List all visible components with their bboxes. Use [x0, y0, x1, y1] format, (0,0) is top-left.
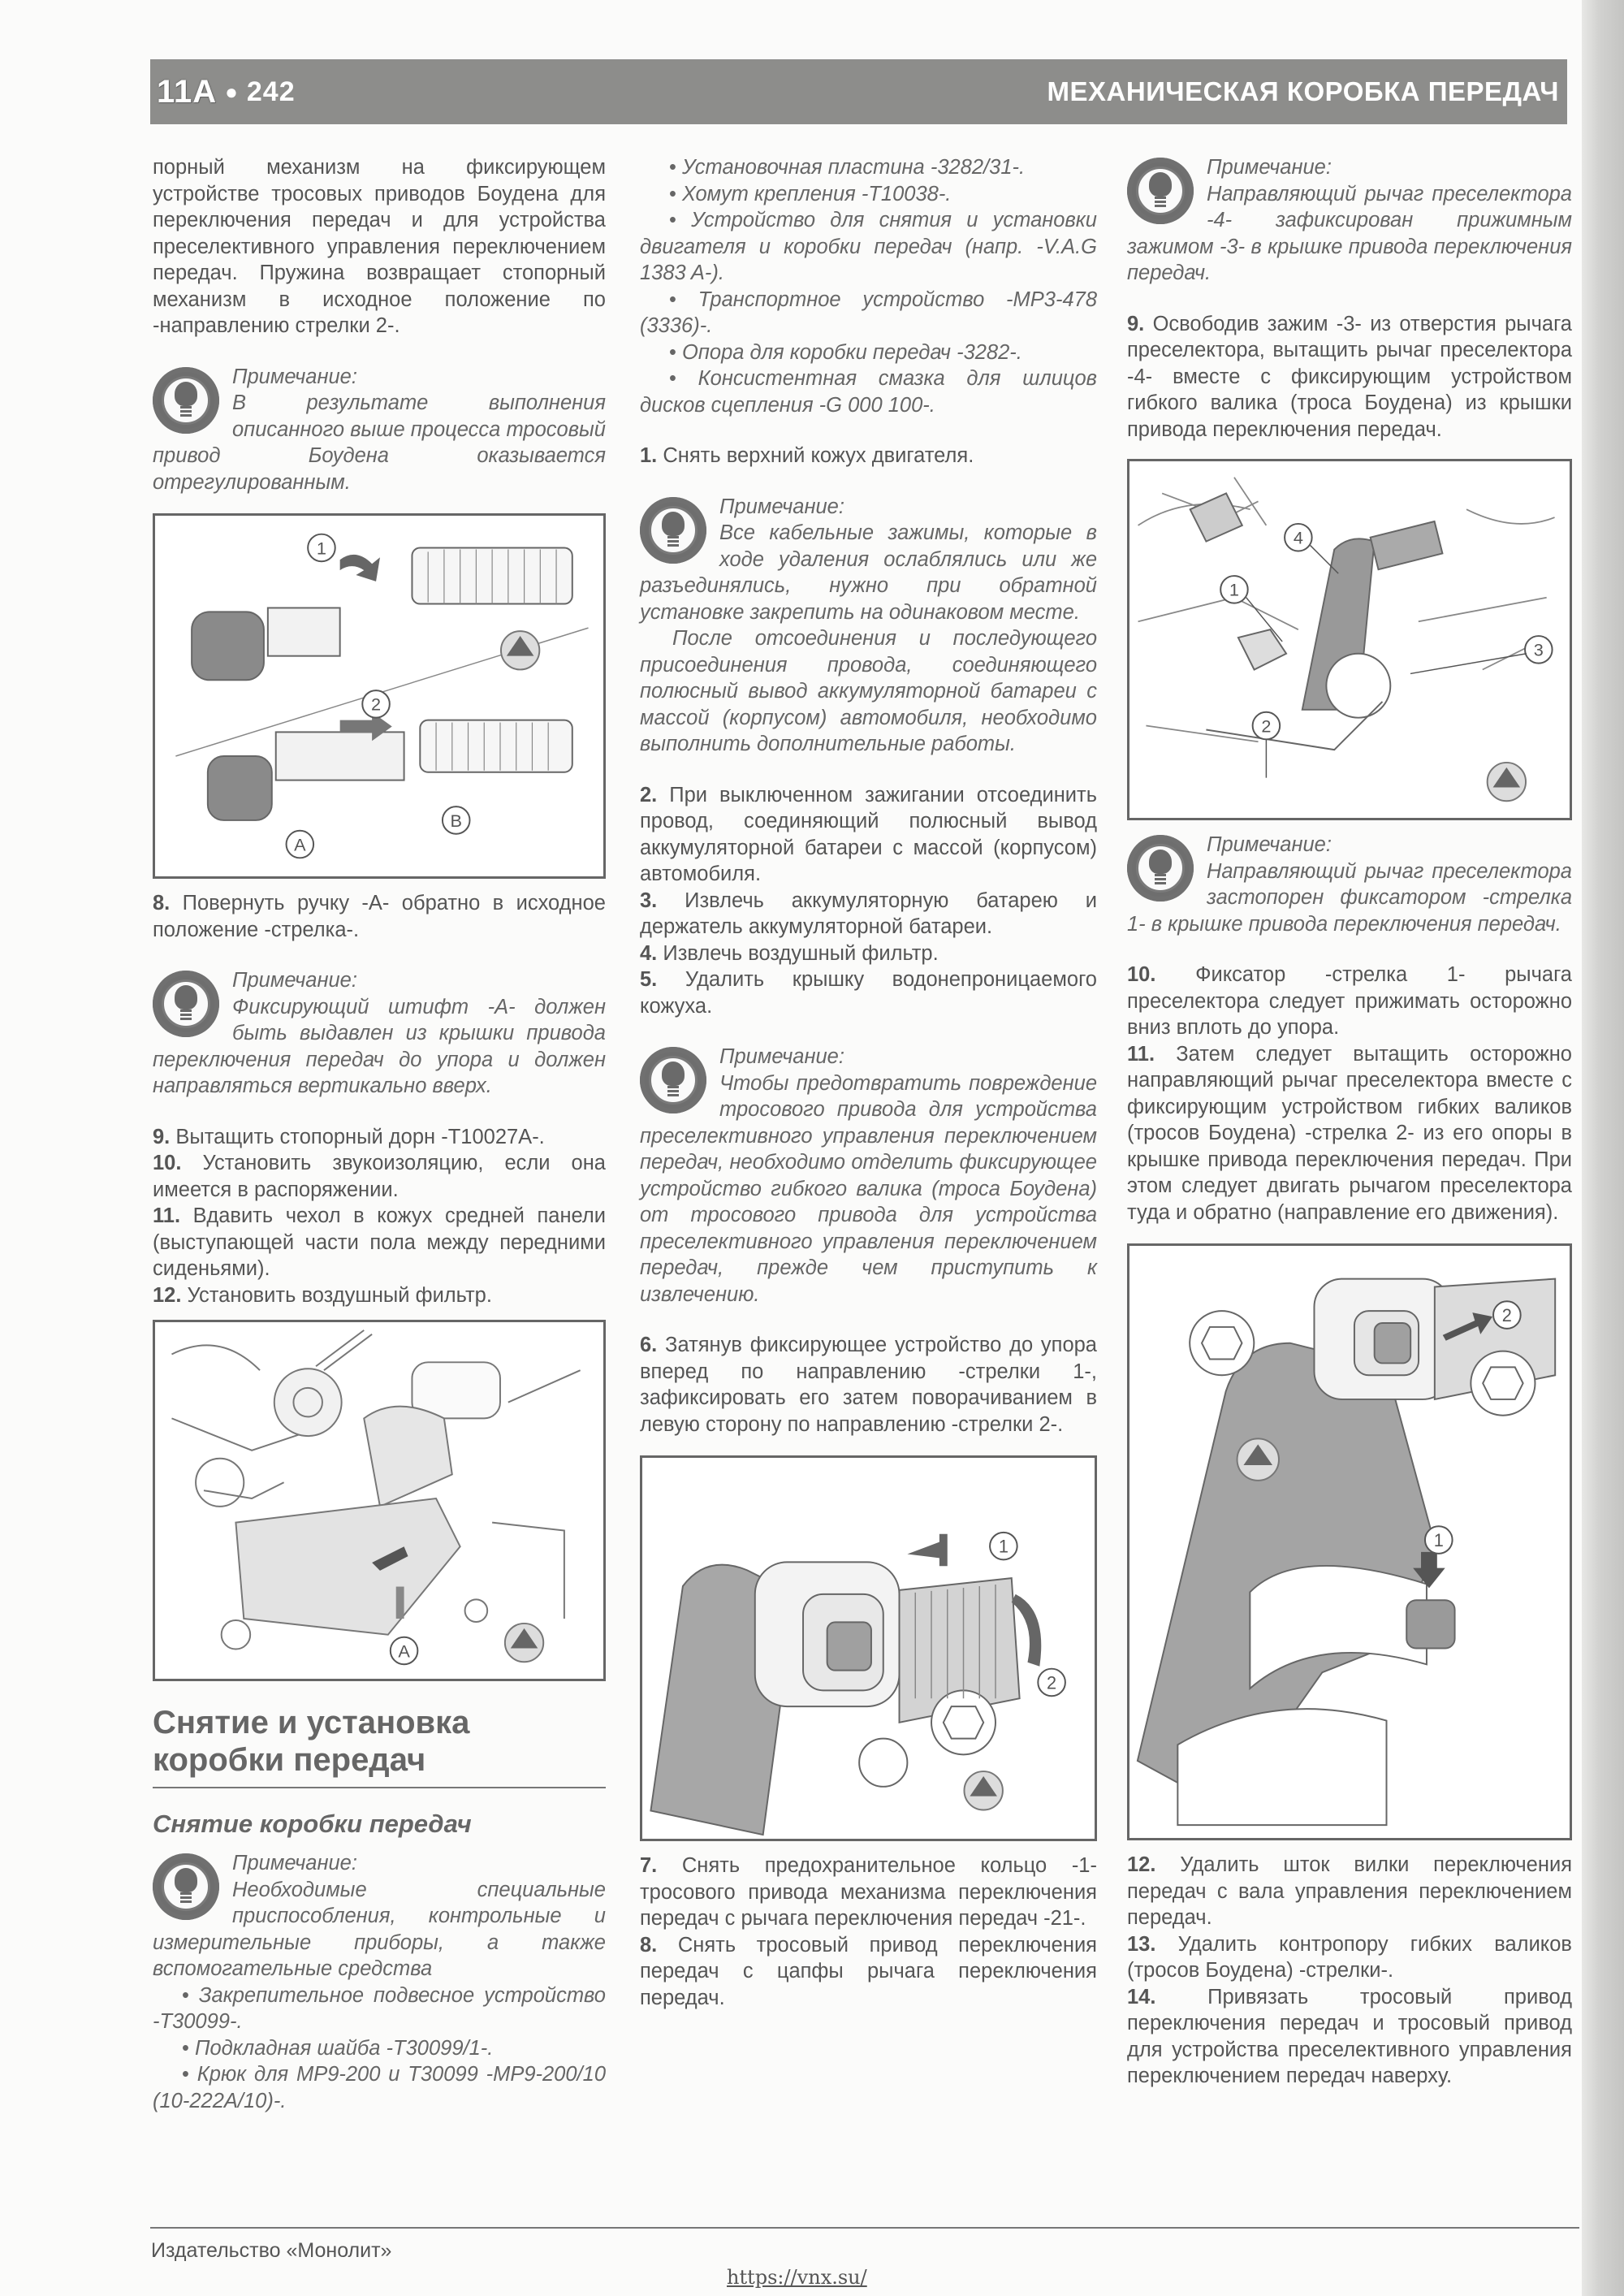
svg-text:1: 1: [1433, 1529, 1444, 1550]
footer-divider: [150, 2227, 1579, 2229]
column-1: [153, 154, 606, 2114]
lightbulb-icon: [640, 497, 706, 564]
note-text: В результате выполнения описанного выше процесса тросовый привод Боудена оказывается отрегулированным.: [153, 391, 606, 494]
step-14: 14. Привязать тросовый привод переключения передач и тросовый привод для устройства преселективного управления переключением передач наверху.: [1127, 1985, 1572, 2087]
figure-lever-removal: [1127, 1243, 1572, 1840]
page-number: 242: [246, 76, 296, 107]
page-edge-shadow: [1582, 0, 1624, 2296]
cable-fixing-illustration: [642, 1458, 1095, 1839]
step-12: 12. Установить воздушный фильтр.: [153, 1283, 492, 1307]
step-10: 10. Установить звукоизоляцию, если она имеется в распоряжении.: [153, 1152, 606, 1201]
note-title: Примечание:: [232, 365, 357, 388]
column-2: [640, 154, 1097, 2011]
svg-text:1: 1: [316, 538, 326, 559]
tool-item: • Подкладная шайба -T30099/1-.: [153, 2035, 606, 2062]
step-9: 9. Вытащить стопорный дорн -T10027A-.: [153, 1125, 545, 1148]
note-box: [153, 364, 606, 496]
preselector-lever-illustration: [1129, 461, 1570, 818]
note-box: [1127, 832, 1572, 937]
page-number-block: [150, 74, 296, 110]
svg-text:B: B: [450, 810, 462, 831]
chapter-badge: 11A: [157, 73, 218, 110]
source-url-link[interactable]: https://vnx.su/: [727, 2266, 867, 2289]
note-box: [1127, 154, 1572, 287]
tool-item: • Устройство для снятия и установки двигателя и коробки передач (напр. -V.A.G 1383 A-).: [640, 207, 1097, 287]
lever-removal-illustration: [1129, 1246, 1570, 1838]
tool-item: • Консистентная смазка для шлицов дисков сцепления -G 000 100-.: [640, 365, 1097, 418]
step-7: 7. Снять предохранительное кольцо -1- тросового привода механизма переключения передач с рычага переключения передач -21-.: [640, 1854, 1097, 1930]
lightbulb-icon: [153, 971, 219, 1037]
publisher-name: Издательство «Монолит»: [151, 2239, 392, 2262]
svg-text:A: A: [398, 1641, 410, 1662]
tool-item: • Крюк для MP9-200 и T30099 -MP9-200/10 (10-222A/10)-.: [153, 2061, 606, 2114]
chapter-title: МЕХАНИЧЕСКАЯ КОРОБКА ПЕРЕДАЧ: [1047, 76, 1559, 106]
step-13: 13. Удалить контропору гибких валиков (тросов Боудена) -стрелки-.: [1127, 1932, 1572, 1982]
tool-item: • Транспортное устройство -MP3-478 (3336)-.: [640, 287, 1097, 339]
tool-item: • Хомут крепления -T10038-.: [640, 181, 1097, 208]
note-text-2: После отсоединения и последующего присоединения провода, соединяющего полюсный вывод аккумуляторной батареи с массой (корпусом) автомобиля, необходимо выполнить дополнительные работы.: [640, 627, 1097, 755]
svg-text:1: 1: [1229, 579, 1239, 600]
tool-item: • Опора для коробки передач -3282-.: [640, 339, 1097, 366]
note-text: Направляющий рычаг преселектора застопорен фиксатором -стрелка 1- в крышке привода переключения передач.: [1127, 859, 1572, 936]
cable-diagram-illustration: [155, 516, 603, 876]
note-text: Фиксирующий штифт -А- должен быть выдавлен из крышки привода переключения передач до упора и должен направляться вертикально вверх.: [153, 995, 606, 1097]
step-3: 3. Извлечь аккумуляторную батарею и держатель аккумуляторной батареи.: [640, 889, 1097, 938]
step-4: 4. Извлечь воздушный фильтр.: [640, 941, 939, 965]
step-11: 11. Затем следует вытащить осторожно направляющий рычаг преселектора вместе с фиксирующим устройством гибких валиков (тросов Боудена) -стрелка 2- из его опоры в крышке привода переключения передач. При этом следует двигать рычагом преселектора туда и обратно (направление его движения).: [1127, 1042, 1572, 1224]
lightbulb-icon: [153, 367, 219, 434]
tools-list-continued: [640, 154, 1097, 418]
tool-item: • Закрепительное подвесное устройство -T30099-.: [153, 1983, 606, 2035]
tools-list: [153, 1983, 606, 2115]
note-title: Примечание:: [719, 495, 844, 518]
step-10: 10. Фиксатор -стрелка 1- рычага преселектора следует прижимать осторожно вниз вплоть до упора.: [1127, 963, 1572, 1039]
step-6: 6. Затянув фиксирующее устройство до упора вперед по направлению -стрелки 1-, зафиксировать его затем поворачиванием в левую сторону по направлению -стрелки 2-.: [640, 1334, 1097, 1436]
note-box: [640, 494, 1097, 758]
step-1: 1. Снять верхний кожух двигателя.: [640, 444, 974, 467]
svg-text:A: A: [294, 834, 306, 855]
figure-bowden-cable-adjustment: [153, 513, 606, 879]
step-9: 9. Освободив зажим -3- из отверстия рычага преселектора, вытащить рычаг преселектора -4- вместе с фиксирующим устройством гибкого валика (троса Боудена) из крышки привода переключения передач.: [1127, 312, 1572, 441]
note-text: Направляющий рычаг преселектора -4- зафиксирован прижимным зажимом -3- в крышке привода переключения передач.: [1127, 182, 1572, 284]
note-title: Примечание:: [232, 1852, 357, 1874]
svg-text:2: 2: [371, 694, 382, 715]
note-title: Примечание:: [232, 969, 357, 992]
svg-text:2: 2: [1501, 1305, 1512, 1326]
step-8: 8. Снять тросовый привод переключения передач с цапфы рычага переключения передач.: [640, 1933, 1097, 2009]
step-8: 8. Повернуть ручку -А- обратно в исходное положение -стрелка-.: [153, 892, 606, 941]
note-box-tools: [153, 1850, 606, 1983]
svg-text:3: 3: [1533, 639, 1544, 660]
note-title: Примечание:: [1207, 156, 1332, 179]
lightbulb-icon: [1127, 158, 1194, 224]
note-text: Все кабельные зажимы, которые в ходе удаления ослаблялись или же разъединялись, нужно при обратной установке закрепить на одинаковом месте.: [640, 521, 1097, 624]
svg-text:4: 4: [1293, 527, 1303, 548]
note-text: Необходимые специальные приспособления, контрольные и измерительные приборы, а также вспомогательные средства: [153, 1878, 606, 1980]
section-title: Снятие и установка коробки передач: [153, 1704, 606, 1788]
figure-preselector-lever: [1127, 459, 1572, 820]
lightbulb-icon: [640, 1047, 706, 1113]
step-5: 5. Удалить крышку водонепроницаемого кожуха.: [640, 968, 1097, 1018]
figure-cable-fixing-device: [640, 1455, 1097, 1841]
gearbox-cover-illustration: [155, 1322, 603, 1679]
step-11: 11. Вдавить чехол в кожух средней панели (выступающей части пола между передними сиденьями).: [153, 1204, 606, 1280]
step-2: 2. При выключенном зажигании отсоединить провод, соединяющий полюсный вывод аккумуляторной батареи с массой (корпусом) автомобиля.: [640, 783, 1097, 885]
figure-locking-pin: [153, 1320, 606, 1681]
note-title: Примечание:: [1207, 833, 1332, 856]
svg-text:2: 2: [1261, 716, 1272, 737]
lightbulb-icon: [153, 1853, 219, 1920]
lightbulb-icon: [1127, 835, 1194, 902]
note-box: [153, 967, 606, 1100]
page-header: [150, 59, 1567, 124]
subsection-title: Снятие коробки передач: [153, 1810, 472, 1838]
svg-text:2: 2: [1047, 1672, 1057, 1693]
note-title: Примечание:: [719, 1045, 844, 1068]
svg-text:1: 1: [998, 1536, 1009, 1557]
tool-item: • Установочная пластина -3282/31-.: [640, 154, 1097, 181]
step-12: 12. Удалить шток вилки переключения передач с вала управления переключением передач.: [1127, 1853, 1572, 1929]
intro-paragraph: порный механизм на фиксирующем устройстве тросовых приводов Боудена для переключения передач и для устройства преселективного управления переключением передач. Пружина возвращает стопорный механизм в исходное положение по -направлению стрелки 2-.: [153, 156, 606, 337]
column-3: [1127, 154, 1572, 2090]
note-text: Чтобы предотвратить повреждение тросового привода для устройства преселективного управления переключением передач, необходимо отделить фиксирующее устройство гибкого валика (троса Боудена) от тросового привода для устройства преселективного управления переключением передач, прежде чем приступить к извлечению.: [640, 1071, 1097, 1306]
separator-dot: ●: [225, 79, 239, 104]
note-box: [640, 1044, 1097, 1308]
